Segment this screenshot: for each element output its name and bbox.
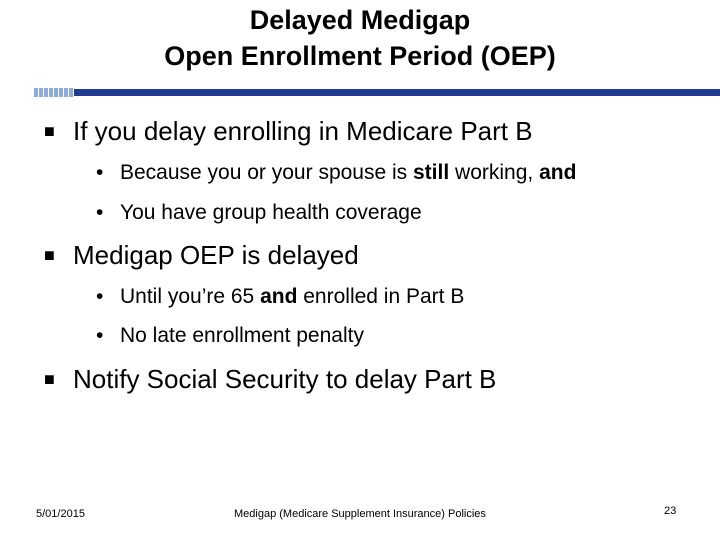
text-run: enrolled in Part B <box>297 285 465 308</box>
divider-blocks <box>34 88 74 97</box>
dot-bullet-icon: • <box>96 324 104 347</box>
emphasis-text: and <box>260 285 298 308</box>
bullet-text <box>120 159 576 187</box>
title-line-1: Delayed Medigap <box>249 5 471 35</box>
text-run: working, <box>449 161 540 184</box>
title-line-2: Open Enrollment Period (OEP) <box>164 41 556 71</box>
dot-bullet-icon: • <box>96 161 104 184</box>
bullet-text: If you delay enrolling in Medicare Part B <box>73 116 533 146</box>
dot-bullet-icon: • <box>96 201 104 224</box>
bullet-text: Medigap OEP is delayed <box>73 240 359 270</box>
emphasis-text: and <box>539 161 577 184</box>
slide-number: 23 <box>664 505 677 517</box>
bullet-text: You have group health coverage <box>120 201 422 224</box>
dot-bullet-icon: • <box>96 285 104 308</box>
square-bullet-icon: ■ <box>44 121 55 141</box>
divider-bar <box>74 89 720 96</box>
footer-date: 5/01/2015 <box>36 508 85 520</box>
emphasis-text: still <box>413 161 450 184</box>
square-bullet-icon: ■ <box>44 245 55 265</box>
bullet-text: Notify Social Security to delay Part B <box>73 364 497 394</box>
bullet-text <box>120 283 464 311</box>
square-bullet-icon: ■ <box>44 369 55 389</box>
text-run: Because you or your spouse is <box>120 161 413 184</box>
footer-title: Medigap (Medicare Supplement Insurance) Policies <box>234 508 486 520</box>
slide-title <box>0 2 720 74</box>
text-run: Until you’re 65 <box>120 285 261 308</box>
bullet-text: No late enrollment penalty <box>120 324 364 347</box>
